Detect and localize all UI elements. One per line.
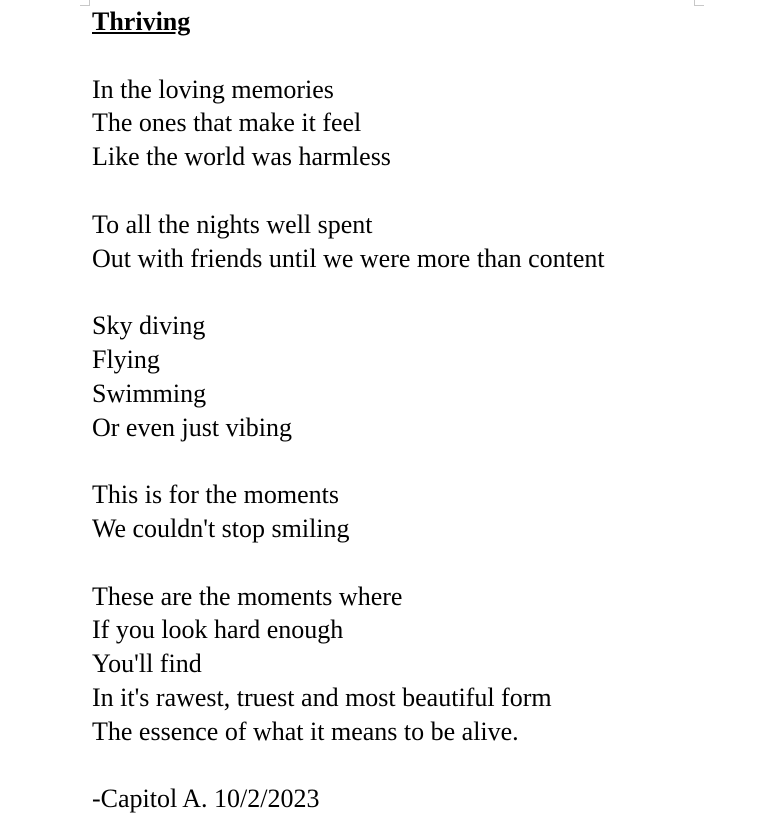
stanza-2 [92, 208, 742, 276]
poem-line: Like the world was harmless [92, 142, 391, 172]
poem-signature: -Capitol A. 10/2/2023 [92, 784, 320, 814]
poem-line: The ones that make it feel [92, 108, 362, 138]
poem-line: You'll find [92, 649, 202, 679]
poem-line: The essence of what it means to be alive. [92, 716, 519, 746]
poem-line: Swimming [92, 378, 207, 408]
poem-line: Or even just vibing [92, 412, 293, 442]
poem-line: In it's rawest, truest and most beautiful form [92, 682, 552, 712]
poem-line: If you look hard enough [92, 615, 344, 645]
stanza-5 [92, 580, 742, 749]
poem-line: These are the moments where [92, 581, 403, 611]
margin-corner-mark-left [80, 0, 90, 6]
poem-line: This is for the moments [92, 480, 339, 510]
poem-line: Flying [92, 344, 160, 374]
poem-line: Sky diving [92, 311, 206, 341]
poem-body [92, 5, 742, 816]
stanza-3 [92, 309, 742, 444]
poem-line: To all the nights well spent [92, 209, 373, 239]
stanza-1 [92, 73, 742, 174]
stanza-4 [92, 478, 742, 546]
poem-line: We couldn't stop smiling [92, 513, 350, 543]
poem-line: In the loving memories [92, 74, 334, 104]
poem-line: Out with friends until we were more than content [92, 243, 605, 273]
poem-title: Thriving [92, 7, 191, 36]
